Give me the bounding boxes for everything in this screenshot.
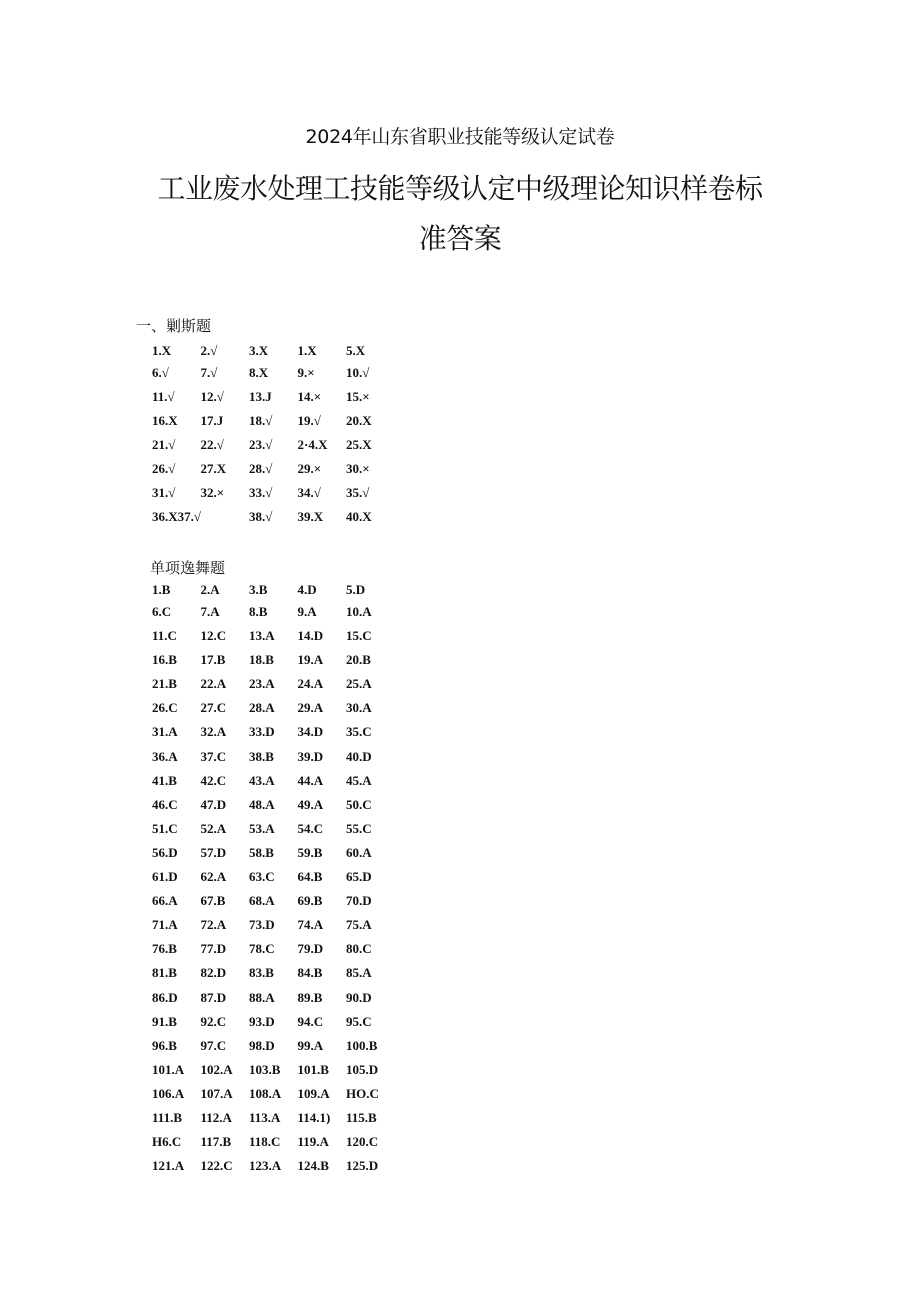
answer-cell: 27.X xyxy=(200,461,227,476)
answer-cell: 48.A xyxy=(249,796,275,812)
answer-cell: 15.× xyxy=(346,389,370,404)
answer-cell: H6.C xyxy=(152,1134,182,1150)
answer-cell: 31.√ xyxy=(152,485,176,500)
answer-row xyxy=(152,793,395,817)
answer-row xyxy=(152,505,395,529)
answer-cell: HO.C xyxy=(346,1085,379,1101)
answer-cell: 118.C xyxy=(249,1134,281,1150)
answer-cell: 79.D xyxy=(297,941,324,957)
answer-cell: 72.A xyxy=(200,917,227,933)
single-choice-heading: 单项逸舞题 xyxy=(150,559,226,577)
answer-cell: 60.A xyxy=(346,844,372,860)
answer-cell: 125.D xyxy=(346,1158,379,1174)
answer-cell: 40.X xyxy=(346,509,372,524)
answer-cell: 1.X xyxy=(152,343,172,358)
answer-cell: 39.D xyxy=(297,748,324,764)
answer-row xyxy=(152,889,395,913)
answer-row xyxy=(152,624,395,648)
answer-cell: 78.C xyxy=(249,941,275,957)
answer-cell: 36.X37.√ xyxy=(152,509,202,524)
single-choice-answer-grid xyxy=(152,580,395,1178)
true-false-answer-grid xyxy=(152,341,395,529)
answer-row xyxy=(152,913,395,937)
answer-cell: 35.√ xyxy=(346,485,370,500)
answer-cell: 29.A xyxy=(297,700,324,716)
answer-row xyxy=(152,745,395,769)
answer-cell: 13.J xyxy=(249,389,272,404)
answer-row xyxy=(152,385,395,409)
answer-cell: 80.C xyxy=(346,941,372,957)
answer-cell: 25.X xyxy=(346,437,372,452)
answer-row xyxy=(152,600,395,624)
answer-cell: 7.√ xyxy=(200,365,218,380)
answer-row xyxy=(152,580,395,600)
answer-cell: 24.A xyxy=(297,676,324,692)
answer-cell: 122.C xyxy=(200,1158,233,1174)
answer-cell: 14.D xyxy=(297,628,324,644)
answer-cell: 94.C xyxy=(297,1013,324,1029)
answer-cell: 22.√ xyxy=(200,437,224,452)
answer-cell: 65.D xyxy=(346,869,372,885)
answer-cell: 46.C xyxy=(152,796,178,812)
answer-cell: 33.√ xyxy=(249,485,273,500)
answer-cell: 14.× xyxy=(297,389,322,404)
answer-row xyxy=(152,720,395,744)
answer-cell: 6.√ xyxy=(152,365,169,380)
answer-cell: 12.√ xyxy=(200,389,224,404)
answer-cell: 23.√ xyxy=(249,437,273,452)
answer-cell: 86.D xyxy=(152,989,178,1005)
answer-cell: 18.B xyxy=(249,652,274,668)
answer-cell: 8.B xyxy=(249,604,268,619)
answer-cell: 117.B xyxy=(200,1134,232,1150)
answer-cell: 61.D xyxy=(152,869,178,885)
answer-row xyxy=(152,341,395,361)
answer-cell: 101.A xyxy=(152,1061,185,1077)
answer-cell: 99.A xyxy=(297,1037,324,1053)
answer-cell: 20.B xyxy=(346,652,371,668)
answer-cell: 88.A xyxy=(249,989,275,1005)
answer-row xyxy=(152,961,395,985)
answer-cell: 7.A xyxy=(200,604,220,619)
answer-cell: 40.D xyxy=(346,748,372,764)
answer-cell: 21.B xyxy=(152,676,177,692)
answer-cell: 28.√ xyxy=(249,461,273,476)
answer-cell: 68.A xyxy=(249,893,275,909)
answer-cell: 106.A xyxy=(152,1085,185,1101)
answer-cell: 5.X xyxy=(346,343,366,358)
answer-row xyxy=(152,841,395,865)
answer-row xyxy=(152,937,395,961)
answer-cell: 63.C xyxy=(249,869,275,885)
answer-cell: 51.C xyxy=(152,820,178,836)
answer-cell: 32.× xyxy=(200,485,225,500)
answer-cell: 81.B xyxy=(152,965,177,981)
answer-cell: 50.C xyxy=(346,796,372,812)
answer-cell: 92.C xyxy=(200,1013,227,1029)
answer-cell: 59.B xyxy=(297,844,323,860)
answer-cell: 9.× xyxy=(297,365,315,380)
answer-cell: 70.D xyxy=(346,893,372,909)
answer-cell: 11.C xyxy=(152,628,177,644)
answer-cell: 52.A xyxy=(200,820,227,836)
answer-cell: 109.A xyxy=(297,1085,330,1101)
answer-cell: 16.X xyxy=(152,413,178,428)
answer-cell: 89.B xyxy=(297,989,323,1005)
answer-cell: 54.C xyxy=(297,820,324,836)
answer-cell: 43.A xyxy=(249,772,275,788)
answer-cell: 34.D xyxy=(297,724,324,740)
answer-cell: 3.X xyxy=(249,343,269,358)
answer-row xyxy=(152,1010,395,1034)
answer-cell: 119.A xyxy=(297,1134,329,1150)
answer-cell: 34.√ xyxy=(297,485,321,500)
answer-cell: 13.A xyxy=(249,628,275,644)
answer-cell: 96.B xyxy=(152,1037,177,1053)
answer-cell: 29.× xyxy=(297,461,322,476)
answer-cell: 55.C xyxy=(346,820,372,836)
answer-cell: 21.√ xyxy=(152,437,176,452)
answer-row xyxy=(152,1034,395,1058)
answer-cell: 37.C xyxy=(200,748,227,764)
answer-cell: 114.1) xyxy=(297,1109,331,1125)
true-false-heading: 一、剿斯题 xyxy=(136,317,212,335)
answer-cell: 66.A xyxy=(152,893,178,909)
answer-cell: 10.√ xyxy=(346,365,370,380)
answer-cell: 100.B xyxy=(346,1037,378,1053)
answer-cell: 19.√ xyxy=(297,413,321,428)
answer-cell: 2.A xyxy=(200,582,220,597)
answer-cell: 76.B xyxy=(152,941,177,957)
answer-cell: 35.C xyxy=(346,724,372,740)
answer-cell: 111.B xyxy=(152,1109,182,1125)
answer-cell: 71.A xyxy=(152,917,178,933)
answer-cell: 1.B xyxy=(152,582,171,597)
answer-cell: 30.A xyxy=(346,700,372,716)
answer-cell: 115.B xyxy=(346,1109,377,1125)
answer-row xyxy=(152,457,395,481)
answer-cell: 82.D xyxy=(200,965,227,981)
answer-cell: 58.B xyxy=(249,844,274,860)
answer-cell: 124.B xyxy=(297,1158,329,1174)
answer-cell: 105.D xyxy=(346,1061,379,1077)
answer-cell: 107.A xyxy=(200,1085,233,1101)
document-title-line-1: 工业废水处理工技能等级认定中级理论知识样卷标 xyxy=(157,172,763,205)
answer-cell: 28.A xyxy=(249,700,275,716)
answer-cell: 23.A xyxy=(249,676,275,692)
answer-cell: 102.A xyxy=(200,1061,233,1077)
answer-cell: 2·4.X xyxy=(297,437,328,452)
answer-cell: 113.A xyxy=(249,1109,281,1125)
answer-cell: 3.B xyxy=(249,582,268,597)
answer-cell: 38.√ xyxy=(249,509,273,524)
answer-cell: 19.A xyxy=(297,652,324,668)
answer-row xyxy=(152,1130,395,1154)
answer-cell: 103.B xyxy=(249,1061,281,1077)
answer-cell: 31.A xyxy=(152,724,178,740)
answer-cell: 85.A xyxy=(346,965,372,981)
answer-cell: 10.A xyxy=(346,604,372,619)
answer-cell: 12.C xyxy=(200,628,227,644)
answer-cell: 33.D xyxy=(249,724,275,740)
answer-row xyxy=(152,817,395,841)
answer-row xyxy=(152,409,395,433)
answer-cell: 95.C xyxy=(346,1013,372,1029)
answer-cell: 8.X xyxy=(249,365,269,380)
document-header xyxy=(0,122,920,264)
answer-cell: 22.A xyxy=(200,676,227,692)
answer-cell: 93.D xyxy=(249,1013,275,1029)
answer-cell: 47.D xyxy=(200,796,227,812)
answer-cell: 26.√ xyxy=(152,461,176,476)
answer-row xyxy=(152,1106,395,1130)
answer-cell: 75.A xyxy=(346,917,372,933)
answer-cell: 15.C xyxy=(346,628,372,644)
answer-cell: 2.√ xyxy=(200,343,218,358)
answer-row xyxy=(152,769,395,793)
answer-cell: 57.D xyxy=(200,844,227,860)
answer-row xyxy=(152,481,395,505)
answer-row xyxy=(152,696,395,720)
answer-cell: 90.D xyxy=(346,989,372,1005)
answer-cell: 77.D xyxy=(200,941,227,957)
document-title-line-2: 准答案 xyxy=(418,222,502,255)
answer-cell: 11.√ xyxy=(152,389,175,404)
answer-cell: 32.A xyxy=(200,724,227,740)
answer-cell: 39.X xyxy=(297,509,324,524)
answer-cell: 25.A xyxy=(346,676,372,692)
answer-cell: 30.× xyxy=(346,461,370,476)
answer-cell: 87.D xyxy=(200,989,227,1005)
answer-cell: 49.A xyxy=(297,796,324,812)
answer-cell: 121.A xyxy=(152,1158,185,1174)
answer-row xyxy=(152,361,395,385)
answer-cell: 4.D xyxy=(297,582,317,597)
answer-cell: 27.C xyxy=(200,700,227,716)
answer-cell: 98.D xyxy=(249,1037,275,1053)
answer-cell: 9.A xyxy=(297,604,317,619)
answer-cell: 108.A xyxy=(249,1085,282,1101)
answer-cell xyxy=(201,505,250,529)
answer-cell: 123.A xyxy=(249,1158,282,1174)
answer-cell: 1.X xyxy=(297,343,317,358)
answer-cell: 5.D xyxy=(346,582,366,597)
answer-cell: 73.D xyxy=(249,917,275,933)
answer-cell: 83.B xyxy=(249,965,274,981)
answer-cell: 44.A xyxy=(297,772,324,788)
answer-cell: 101.B xyxy=(297,1061,329,1077)
answer-row xyxy=(152,865,395,889)
answer-cell: 91.B xyxy=(152,1013,177,1029)
answer-row xyxy=(152,648,395,672)
answer-cell: 64.B xyxy=(297,869,323,885)
answer-cell: 6.C xyxy=(152,604,172,619)
answer-row xyxy=(152,1154,395,1178)
answer-cell: 112.A xyxy=(200,1109,232,1125)
answer-cell: 74.A xyxy=(297,917,324,933)
answer-cell: 38.B xyxy=(249,748,274,764)
answer-cell: 26.C xyxy=(152,700,178,716)
answer-cell: 20.X xyxy=(346,413,372,428)
answer-cell: 36.A xyxy=(152,748,178,764)
answer-row xyxy=(152,672,395,696)
answer-cell: 16.B xyxy=(152,652,177,668)
answer-cell: 18.√ xyxy=(249,413,273,428)
answer-row xyxy=(152,1058,395,1082)
answer-cell: 84.B xyxy=(297,965,323,981)
answer-row xyxy=(152,433,395,457)
answer-cell: 42.C xyxy=(200,772,227,788)
answer-cell: 67.B xyxy=(200,893,226,909)
answer-row xyxy=(152,986,395,1010)
answer-cell: 120.C xyxy=(346,1134,379,1150)
answer-cell: 17.B xyxy=(200,652,226,668)
answer-cell: 62.A xyxy=(200,869,227,885)
exam-name: 2024年山东省职业技能等级认定试卷 xyxy=(305,126,615,148)
answer-cell: 97.C xyxy=(200,1037,227,1053)
answer-cell: 69.B xyxy=(297,893,323,909)
answer-cell: 53.A xyxy=(249,820,275,836)
answer-cell: 45.A xyxy=(346,772,372,788)
answer-cell: 41.B xyxy=(152,772,177,788)
answer-cell: 17.J xyxy=(200,413,224,428)
answer-cell: 56.D xyxy=(152,844,178,860)
answer-row xyxy=(152,1082,395,1106)
